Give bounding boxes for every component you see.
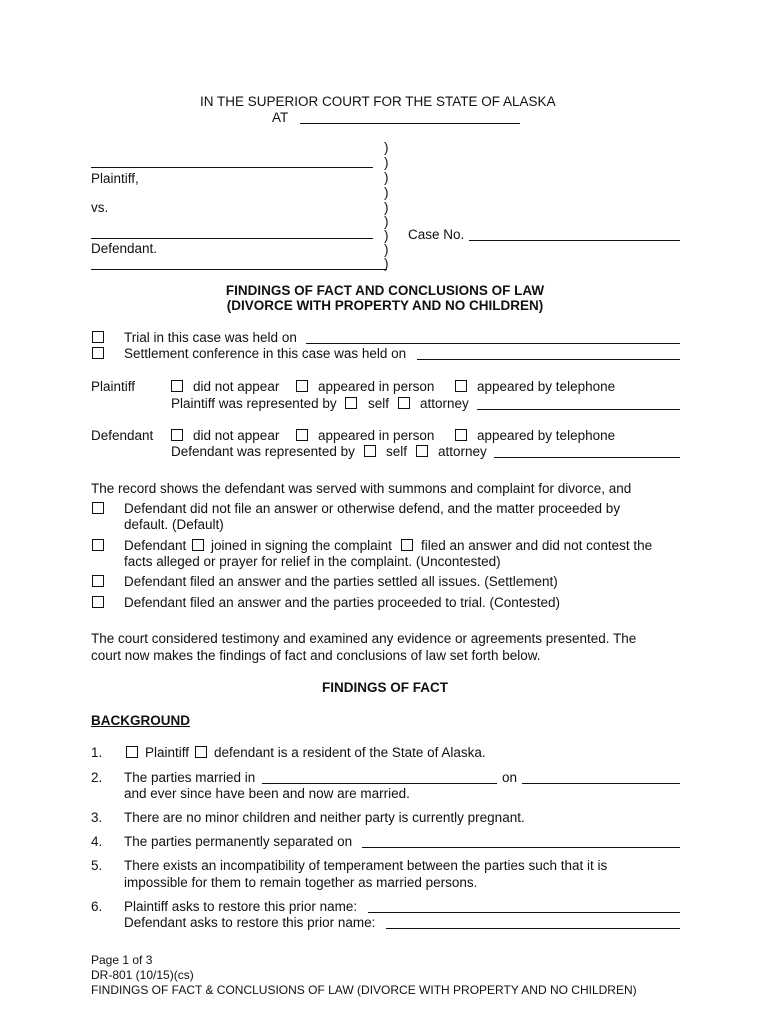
- background-heading: BACKGROUND: [91, 713, 190, 728]
- considered-text-line1: The court considered testimony and examined any evidence or agreements presented. The: [91, 631, 637, 646]
- trial-date-field[interactable]: [306, 343, 680, 344]
- paren: ): [384, 242, 389, 257]
- defendant-name-field[interactable]: [91, 238, 373, 239]
- paren: ): [384, 228, 389, 243]
- plaintiff-by-telephone-checkbox[interactable]: [455, 380, 467, 392]
- no-children-text: There are no minor children and neither party is currently pregnant.: [124, 810, 525, 825]
- item-number-6: 6.: [91, 899, 103, 914]
- item-number-1: 1.: [91, 745, 103, 760]
- defendant-self-label: self: [386, 444, 408, 459]
- plaintiff-attorney-label: attorney: [420, 396, 469, 411]
- case-no-field[interactable]: [469, 240, 680, 241]
- defendant-attorney-checkbox[interactable]: [416, 445, 428, 457]
- joined-complaint-checkbox[interactable]: [192, 539, 204, 551]
- defendant-did-not-appear-checkbox[interactable]: [171, 429, 183, 441]
- footer-title: FINDINGS OF FACT & CONCLUSIONS OF LAW (DIVORCE WITH PROPERTY AND NO CHILDREN): [91, 983, 637, 997]
- married-in-label: The parties married in: [124, 770, 256, 785]
- defendant-by-telephone-label: appeared by telephone: [477, 428, 616, 443]
- married-place-field[interactable]: [262, 783, 497, 784]
- plaintiff-in-person-label: appeared in person: [318, 379, 435, 394]
- trial-checkbox[interactable]: [92, 331, 104, 343]
- page-number: Page 1 of 3: [91, 953, 153, 967]
- plaintiff-label: Plaintiff,: [91, 171, 139, 186]
- settlement-conference-label: Settlement conference in this case was held on: [124, 346, 407, 361]
- defendant-in-person-label: appeared in person: [318, 428, 435, 443]
- defendant-self-checkbox[interactable]: [364, 445, 376, 457]
- married-on-label: on: [502, 770, 518, 785]
- considered-text-line2: court now makes the findings of fact and conclusions of law set forth below.: [91, 648, 541, 663]
- item-number-3: 3.: [91, 810, 103, 825]
- paren: ): [384, 140, 389, 155]
- separated-date-field[interactable]: [362, 847, 680, 848]
- at-location-field[interactable]: [300, 123, 520, 124]
- caption-bottom-rule: [91, 269, 387, 270]
- defendant-appearance-label: Defendant: [91, 428, 154, 443]
- incompatibility-text-line2: impossible for them to remain together as married persons.: [124, 875, 478, 890]
- plaintiff-self-checkbox[interactable]: [345, 397, 357, 409]
- plaintiff-by-telephone-label: appeared by telephone: [477, 379, 616, 394]
- defendant-prior-name-field[interactable]: [386, 928, 680, 929]
- settlement-conference-checkbox[interactable]: [92, 347, 104, 359]
- defendant-did-not-appear-label: did not appear: [193, 428, 280, 443]
- document-title-line2: (DIVORCE WITH PROPERTY AND NO CHILDREN): [226, 298, 544, 313]
- uncontested-defendant-label: Defendant: [124, 538, 187, 553]
- plaintiff-represented-label: Plaintiff was represented by: [171, 396, 337, 411]
- uncontested-text-line2: facts alleged or prayer for relief in the complaint. (Uncontested): [124, 554, 501, 569]
- defendant-in-person-checkbox[interactable]: [296, 429, 308, 441]
- defendant-label: Defendant.: [91, 241, 158, 256]
- plaintiff-prior-name-label: Plaintiff asks to restore this prior name:: [124, 899, 358, 914]
- plaintiff-appearance-label: Plaintiff: [91, 379, 136, 394]
- findings-of-fact-heading: FINDINGS OF FACT: [322, 680, 448, 695]
- paren: ): [384, 155, 389, 170]
- paren: ): [384, 256, 389, 271]
- defendant-prior-name-label: Defendant asks to restore this prior name:: [124, 915, 376, 930]
- settlement-conference-date-field[interactable]: [417, 359, 680, 360]
- defendant-represented-label: Defendant was represented by: [171, 444, 355, 459]
- plaintiff-did-not-appear-checkbox[interactable]: [171, 380, 183, 392]
- trial-label: Trial in this case was held on: [124, 330, 297, 345]
- plaintiff-in-person-checkbox[interactable]: [296, 380, 308, 392]
- settlement-text: Defendant filed an answer and the parties settled all issues. (Settlement): [124, 574, 558, 589]
- paren: ): [384, 214, 389, 229]
- service-intro: The record shows the defendant was served with summons and complaint for divorce, and: [91, 481, 632, 496]
- resident-text: defendant is a resident of the State of Alaska.: [214, 745, 486, 760]
- settlement-checkbox[interactable]: [92, 575, 104, 587]
- married-text-line2: and ever since have been and now are married.: [124, 786, 410, 801]
- item-number-5: 5.: [91, 858, 103, 873]
- document-title-line1: FINDINGS OF FACT AND CONCLUSIONS OF LAW: [225, 283, 545, 298]
- plaintiff-name-field[interactable]: [91, 167, 373, 168]
- defendant-attorney-label: attorney: [438, 444, 487, 459]
- contested-text: Defendant filed an answer and the parties proceeded to trial. (Contested): [124, 595, 561, 610]
- paren: ): [384, 170, 389, 185]
- default-checkbox[interactable]: [92, 502, 104, 514]
- defendant-by-telephone-checkbox[interactable]: [455, 429, 467, 441]
- form-number: DR-801 (10/15)(cs): [91, 968, 194, 982]
- plaintiff-attorney-name-field[interactable]: [477, 409, 680, 410]
- uncontested-checkbox[interactable]: [92, 539, 104, 551]
- defendant-attorney-name-field[interactable]: [494, 457, 680, 458]
- filed-answer-no-contest-label: filed an answer and did not contest the: [421, 538, 653, 553]
- default-text-line2: default. (Default): [124, 517, 224, 532]
- joined-complaint-label: joined in signing the complaint: [211, 538, 392, 553]
- resident-plaintiff-checkbox[interactable]: [126, 746, 138, 758]
- court-heading: IN THE SUPERIOR COURT FOR THE STATE OF ALASKA: [200, 94, 556, 109]
- paren: ): [384, 200, 389, 215]
- contested-checkbox[interactable]: [92, 596, 104, 608]
- resident-defendant-checkbox[interactable]: [195, 746, 207, 758]
- incompatibility-text-line1: There exists an incompatibility of temperament between the parties such that it is: [124, 858, 608, 873]
- paren: ): [384, 185, 389, 200]
- case-no-label: Case No.: [408, 227, 465, 242]
- plaintiff-prior-name-field[interactable]: [368, 912, 680, 913]
- plaintiff-self-label: self: [368, 396, 390, 411]
- filed-answer-no-contest-checkbox[interactable]: [401, 539, 413, 551]
- vs-label: vs.: [91, 200, 109, 215]
- plaintiff-attorney-checkbox[interactable]: [398, 397, 410, 409]
- plaintiff-did-not-appear-label: did not appear: [193, 379, 280, 394]
- item-number-2: 2.: [91, 770, 103, 785]
- item-number-4: 4.: [91, 834, 103, 849]
- resident-plaintiff-label: Plaintiff: [145, 745, 190, 760]
- at-label: AT: [272, 110, 289, 125]
- separated-label: The parties permanently separated on: [124, 834, 353, 849]
- default-text-line1: Defendant did not file an answer or otherwise defend, and the matter proceeded by: [124, 501, 621, 516]
- married-date-field[interactable]: [522, 783, 680, 784]
